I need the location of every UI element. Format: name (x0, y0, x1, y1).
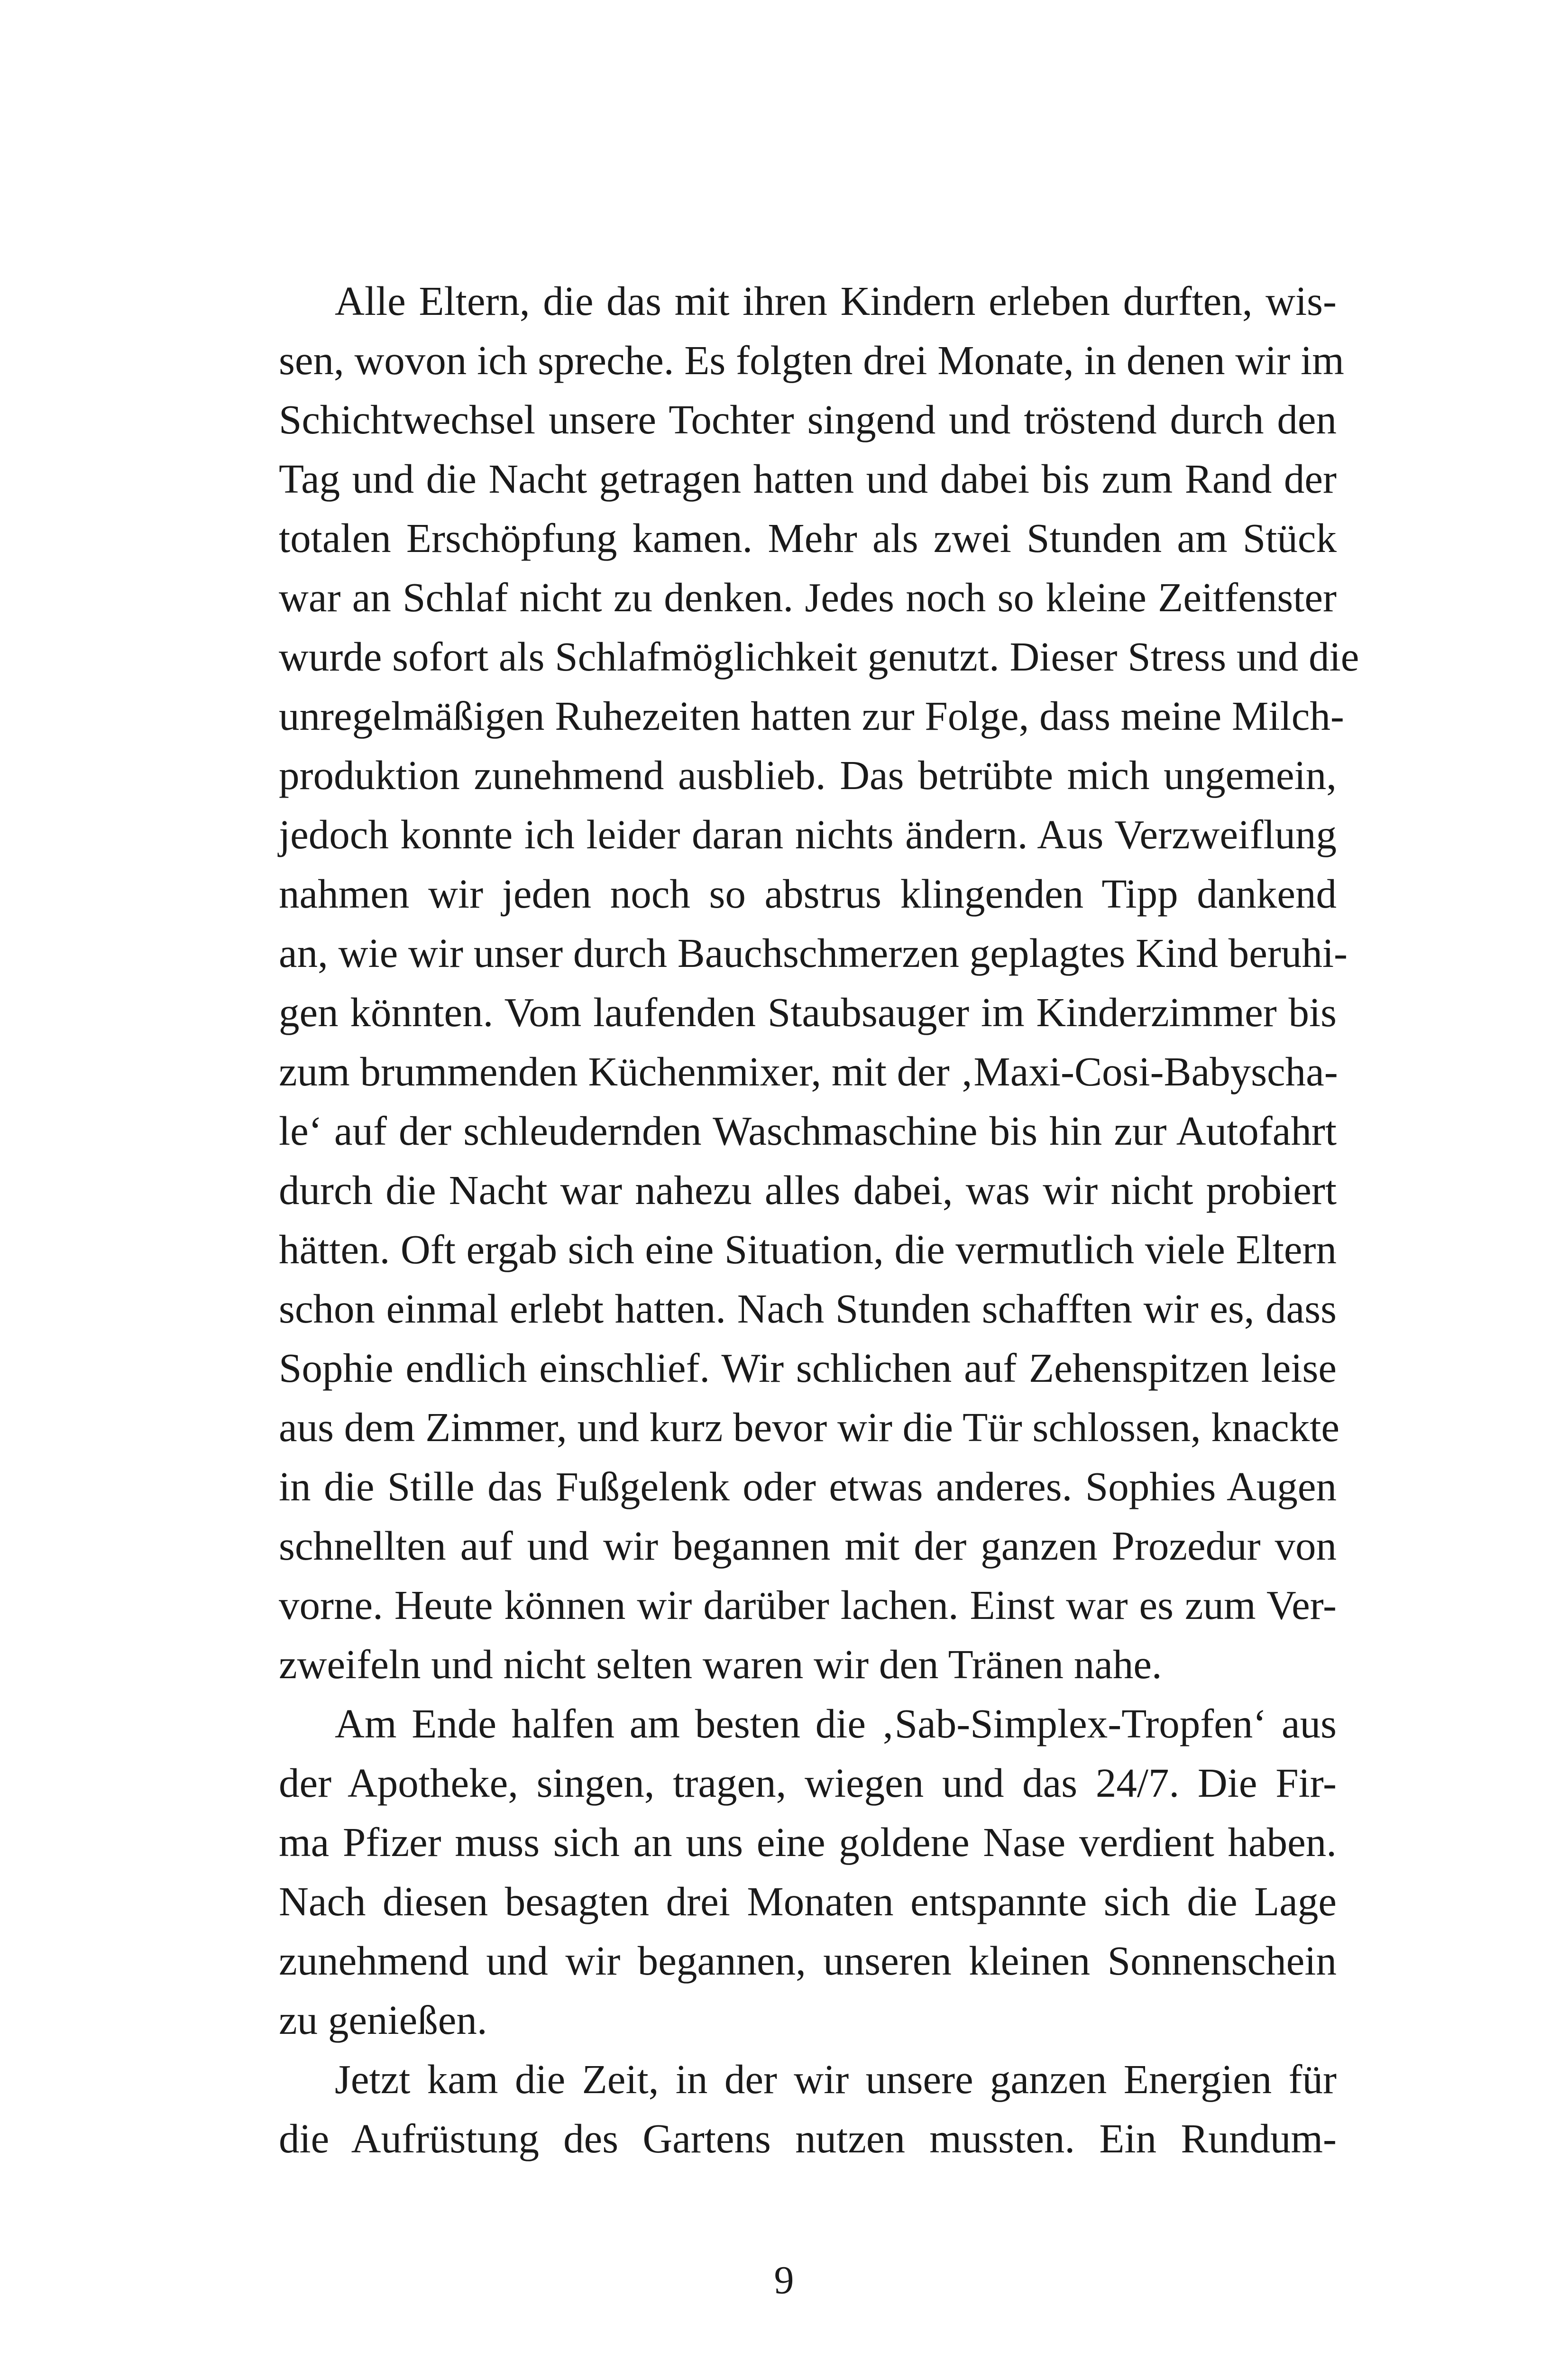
text-line: zu genießen. (279, 1997, 487, 2043)
text-line: vorne. Heute können wir darüber lachen. Einst war es zum Ver- (279, 1582, 1337, 1628)
text-line: zum brummenden Küchenmixer, mit der ‚Maxi-Cosi-Babyscha- (279, 1048, 1338, 1094)
text-line: Alle Eltern, die das mit ihren Kindern erleben durften, wis- (335, 278, 1337, 324)
text-line: Nach diesen besagten drei Monaten entspannte sich die Lage (279, 1878, 1337, 1924)
text-line: war an Schlaf nicht zu denken. Jedes noch so kleine Zeitfenster (279, 574, 1337, 620)
text-line: aus dem Zimmer, und kurz bevor wir die Tür schlossen, knackte (279, 1404, 1339, 1450)
text-line: nahmen wir jeden noch so abstrus klingenden Tipp dankend (279, 871, 1337, 917)
text-line: jedoch konnte ich leider daran nichts ändern. Aus Verzweiflung (279, 811, 1337, 857)
text-line: zunehmend und wir begannen, unseren kleinen Sonnenschein (279, 1938, 1337, 1984)
text-line: ma Pfizer muss sich an uns eine goldene Nase verdient haben. (279, 1819, 1337, 1865)
page-number: 9 (774, 2258, 794, 2302)
text-line: Schichtwechsel unsere Tochter singend und tröstend durch den (279, 396, 1337, 442)
text-line: schon einmal erlebt hatten. Nach Stunden schafften wir es, dass (279, 1286, 1337, 1332)
text-line: Am Ende halfen am besten die ‚Sab-Simplex-Tropfen‘ aus (335, 1700, 1337, 1746)
text-line: hätten. Oft ergab sich eine Situation, die vermutlich viele Eltern (279, 1226, 1337, 1272)
text-line: wurde sofort als Schlafmöglichkeit genutzt. Dieser Stress und die (279, 634, 1359, 680)
text-line: die Aufrüstung des Gartens nutzen mussten. Ein Rundum- (279, 2115, 1337, 2161)
text-line: sen, wovon ich spreche. Es folgten drei Monate, in denen wir im (279, 337, 1344, 383)
text-line: le‘ auf der schleudernden Waschmaschine bis hin zur Autofahrt (279, 1108, 1337, 1154)
text-line: zweifeln und nicht selten waren wir den Tränen nahe. (279, 1641, 1162, 1687)
text-line: durch die Nacht war nahezu alles dabei, was wir nicht probiert (279, 1167, 1337, 1213)
text-line: totalen Erschöpfung kamen. Mehr als zwei Stunden am Stück (279, 515, 1337, 561)
text-line: der Apotheke, singen, tragen, wiegen und das 24/7. Die Fir- (279, 1760, 1337, 1806)
text-line: schnellten auf und wir begannen mit der ganzen Prozedur von (279, 1523, 1337, 1569)
text-line: Tag und die Nacht getragen hatten und dabei bis zum Rand der (279, 456, 1337, 502)
text-line: Jetzt kam die Zeit, in der wir unsere ganzen Energien für (335, 2056, 1337, 2102)
text-line: Sophie endlich einschlief. Wir schlichen auf Zehenspitzen leise (279, 1345, 1337, 1391)
body-text (279, 271, 1359, 2168)
text-line: unregelmäßigen Ruhezeiten hatten zur Folge, dass meine Milch- (279, 693, 1344, 739)
text-line: gen könnten. Vom laufenden Staubsauger im Kinderzimmer bis (279, 989, 1337, 1035)
text-line: in die Stille das Fußgelenk oder etwas anderes. Sophies Augen (279, 1463, 1337, 1509)
text-line: produktion zunehmend ausblieb. Das betrübte mich ungemein, (279, 752, 1337, 798)
text-line: an, wie wir unser durch Bauchschmerzen geplagtes Kind beruhi- (279, 930, 1348, 976)
